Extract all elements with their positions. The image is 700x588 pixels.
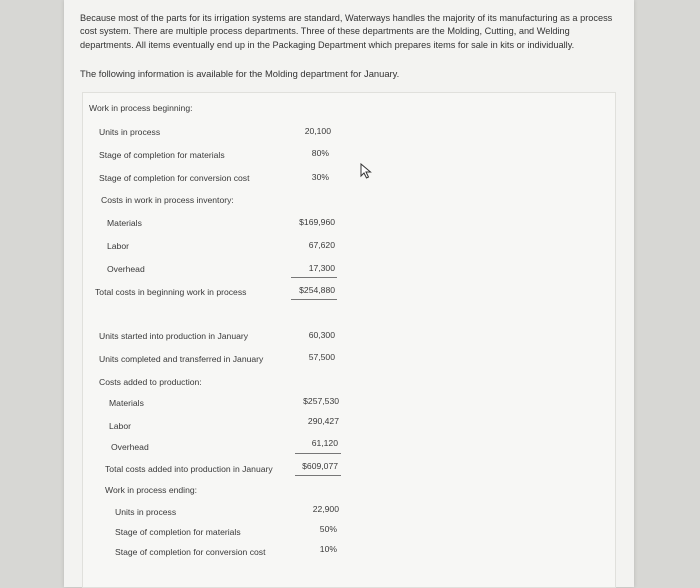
wip-beginning-costs-heading: Costs in work in process inventory: (101, 195, 234, 205)
prompt-text: The following information is available for the Molding department for January. (80, 68, 400, 79)
wip-ending-units-value: 22,900 (312, 504, 339, 514)
wip-ending-materials-stage-label: Stage of completion for materials (115, 527, 241, 537)
wip-beginning-total-value: $254,880 (299, 285, 335, 295)
wip-ending-conversion-stage-label: Stage of completion for conversion cost (115, 547, 266, 557)
total-rule (295, 475, 341, 476)
wip-ending-units-label: Units in process (115, 507, 177, 517)
wip-beginning-materials-value: $169,960 (299, 217, 335, 227)
costs-added-heading: Costs added to production: (99, 377, 202, 387)
intro-paragraph: Because most of the parts for its irrigation systems are standard, Waterways handles the majority of its manufacturing as a process cost system. There are multiple process departments. Three of these departments are the Molding, Cutting, and Welding departments. All items eventually end up in the Packaging Department which prepares items for sale in kits or individually. (80, 13, 613, 50)
wip-beginning-units-label: Units in process (99, 127, 161, 137)
wip-ending-materials-stage-value: 50% (319, 524, 337, 534)
costs-added-total-label: Total costs added into production in January (105, 464, 273, 474)
units-completed-label: Units completed and transferred in January (99, 354, 264, 364)
wip-beginning-conversion-stage-value: 30% (311, 172, 329, 182)
wip-beginning-materials-label: Materials (107, 218, 142, 228)
costs-added-materials-label: Materials (109, 398, 144, 408)
wip-beginning-conversion-stage-label: Stage of completion for conversion cost (99, 173, 250, 183)
wip-beginning-labor-label: Labor (107, 241, 129, 251)
document-page (64, 0, 634, 587)
units-completed-value: 57,500 (308, 352, 335, 362)
wip-beginning-overhead-value: 17,300 (308, 263, 335, 273)
units-started-label: Units started into production in January (99, 331, 249, 341)
mouse-cursor-icon (359, 163, 373, 179)
data-panel (82, 92, 616, 588)
costs-added-materials-value: $257,530 (303, 396, 339, 406)
wip-ending-conversion-stage-value: 10% (319, 544, 337, 554)
wip-beginning-overhead-label: Overhead (107, 264, 145, 274)
units-started-value: 60,300 (308, 330, 335, 340)
wip-beginning-labor-value: 67,620 (308, 240, 335, 250)
wip-beginning-units-value: 20,100 (304, 126, 331, 136)
costs-added-total-value: $609,077 (302, 461, 338, 471)
wip-ending-heading: Work in process ending: (105, 485, 198, 495)
costs-added-labor-value: 290,427 (307, 416, 339, 426)
wip-beginning-total-label: Total costs in beginning work in process (95, 287, 247, 297)
wip-beginning-materials-stage-value: 80% (311, 148, 329, 158)
wip-beginning-materials-stage-label: Stage of completion for materials (99, 150, 225, 160)
total-rule (291, 299, 337, 300)
costs-added-overhead-value: 61,120 (311, 438, 338, 448)
wip-beginning-heading: Work in process beginning: (89, 103, 193, 113)
costs-added-labor-label: Labor (109, 421, 131, 431)
costs-added-overhead-label: Overhead (111, 442, 149, 452)
subtotal-rule (291, 277, 337, 278)
subtotal-rule (295, 453, 341, 454)
